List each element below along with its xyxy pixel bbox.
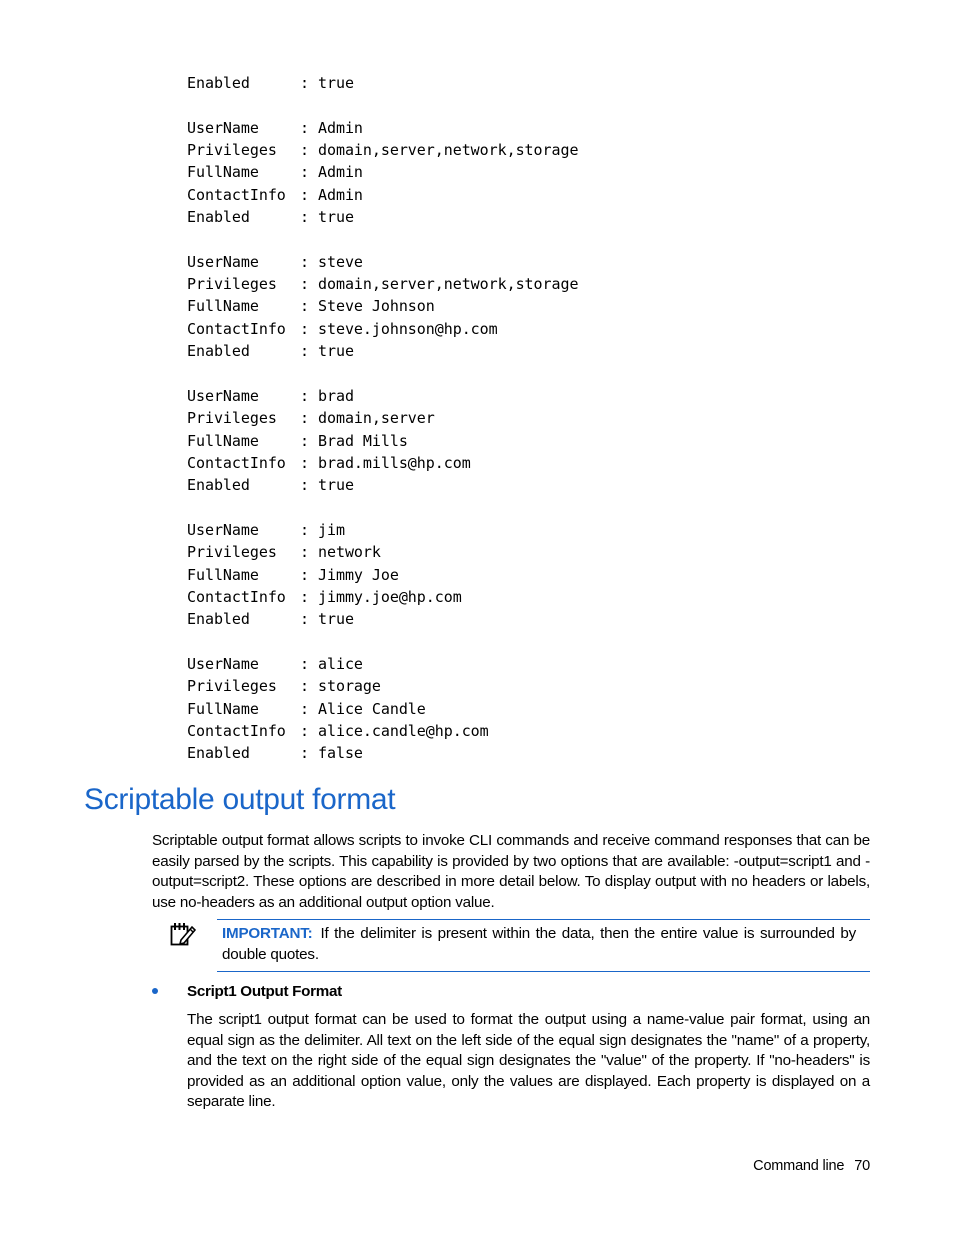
code-key: Privileges [187, 275, 277, 294]
code-value: jim [318, 520, 345, 539]
code-separator: : [300, 141, 309, 160]
code-line [187, 474, 578, 496]
code-line [187, 251, 578, 273]
code-value: Admin [318, 163, 363, 182]
code-separator: : [300, 74, 309, 92]
code-key: Enabled [187, 610, 250, 629]
code-separator: : [300, 476, 309, 495]
code-key: Enabled [187, 74, 250, 92]
code-key: Enabled [187, 476, 250, 495]
code-line [187, 407, 578, 429]
code-separator: : [300, 409, 309, 428]
important-icon [170, 922, 196, 946]
code-listing [187, 72, 578, 765]
code-blank-line [187, 228, 578, 250]
code-line [187, 452, 578, 474]
code-line [187, 564, 578, 586]
code-line [187, 430, 578, 452]
code-key: ContactInfo [187, 319, 286, 338]
code-key: Privileges [187, 677, 277, 696]
important-label: IMPORTANT: [222, 925, 313, 942]
code-separator: : [300, 163, 309, 182]
code-key: UserName [187, 386, 259, 405]
code-key: UserName [187, 654, 259, 673]
code-separator: : [300, 543, 309, 562]
code-value: brad [318, 386, 354, 405]
code-value: true [318, 74, 354, 92]
code-value: brad.mills@hp.com [318, 453, 471, 472]
bullet-title: Script1 Output Format [187, 983, 342, 1000]
code-value: Admin [318, 118, 363, 137]
code-key: FullName [187, 297, 259, 316]
code-line [187, 72, 578, 94]
code-key: FullName [187, 565, 259, 584]
code-key: UserName [187, 520, 259, 539]
code-key: Enabled [187, 208, 250, 227]
code-value: Brad Mills [318, 431, 408, 450]
code-key: FullName [187, 431, 259, 450]
code-value: Admin [318, 185, 363, 204]
code-line [187, 519, 578, 541]
code-value: Alice Candle [318, 699, 426, 718]
code-value: storage [318, 677, 381, 696]
section-title: Scriptable output format [84, 783, 396, 816]
code-separator: : [300, 252, 309, 271]
code-blank-line [187, 497, 578, 519]
bullet-marker [152, 984, 160, 992]
intro-paragraph: Scriptable output format allows scripts to invoke CLI commands and receive command responses that can be easily parsed by the scripts. This capability is provided by two options that are available: -output=script1 and -output=script2. These options are described in more detail below. To display output with no headers or labels, use no-headers as an additional output option value. [152, 832, 870, 911]
code-value: domain,server,network,storage [318, 275, 579, 294]
code-line [187, 206, 578, 228]
code-separator: : [300, 275, 309, 294]
code-line [187, 184, 578, 206]
code-separator: : [300, 386, 309, 405]
code-line [187, 698, 578, 720]
code-value: Steve Johnson [318, 297, 435, 316]
code-line [187, 318, 578, 340]
code-separator: : [300, 654, 309, 673]
code-key: Enabled [187, 744, 250, 763]
code-key: Enabled [187, 342, 250, 361]
code-value: domain,server [318, 409, 435, 428]
code-key: FullName [187, 163, 259, 182]
code-key: ContactInfo [187, 721, 286, 740]
code-value: false [318, 744, 363, 763]
code-separator: : [300, 744, 309, 763]
code-separator: : [300, 565, 309, 584]
code-key: FullName [187, 699, 259, 718]
code-key: Privileges [187, 409, 277, 428]
code-blank-line [187, 362, 578, 384]
code-separator: : [300, 587, 309, 606]
code-separator: : [300, 319, 309, 338]
code-blank-line [187, 631, 578, 653]
code-key: ContactInfo [187, 453, 286, 472]
code-separator: : [300, 699, 309, 718]
code-separator: : [300, 721, 309, 740]
code-key: UserName [187, 118, 259, 137]
code-line [187, 117, 578, 139]
code-line [187, 586, 578, 608]
code-value: steve.johnson@hp.com [318, 319, 498, 338]
code-line [187, 161, 578, 183]
code-value: steve [318, 252, 363, 271]
code-line [187, 608, 578, 630]
code-key: ContactInfo [187, 185, 286, 204]
code-value: jimmy.joe@hp.com [318, 587, 462, 606]
code-key: ContactInfo [187, 587, 286, 606]
code-value: Jimmy Joe [318, 565, 399, 584]
code-separator: : [300, 208, 309, 227]
code-separator: : [300, 453, 309, 472]
code-value: true [318, 342, 354, 361]
code-separator: : [300, 342, 309, 361]
code-line [187, 675, 578, 697]
footer-section: Command line [753, 1158, 845, 1174]
code-value: alice [318, 654, 363, 673]
code-line [187, 742, 578, 764]
code-line [187, 385, 578, 407]
code-separator: : [300, 677, 309, 696]
code-line [187, 653, 578, 675]
code-line [187, 720, 578, 742]
page-footer [753, 1158, 870, 1174]
code-value: alice.candle@hp.com [318, 721, 489, 740]
page-number: 70 [854, 1158, 870, 1174]
important-text: If the delimiter is present within the data, then the entire value is surrounded by double quotes. [222, 925, 856, 963]
code-line [187, 541, 578, 563]
code-separator: : [300, 185, 309, 204]
code-line [187, 295, 578, 317]
code-key: Privileges [187, 141, 277, 160]
code-key: UserName [187, 252, 259, 271]
code-separator: : [300, 431, 309, 450]
code-value: true [318, 476, 354, 495]
code-line [187, 340, 578, 362]
code-line [187, 273, 578, 295]
code-key: Privileges [187, 543, 277, 562]
code-line [187, 139, 578, 161]
code-value: network [318, 543, 381, 562]
code-value: true [318, 208, 354, 227]
code-separator: : [300, 520, 309, 539]
bullet-paragraph: The script1 output format can be used to format the output using a name-value pair format, using an equal sign as the delimiter. All text on the left side of the equal sign designates the "name" of a property, and the text on the right side of the equal sign designates the "value" of the property. If "no-headers" is provided as an additional option value, only the values are displayed. Each property is displayed on a separate line. [187, 1011, 870, 1110]
code-blank-line [187, 94, 578, 116]
code-separator: : [300, 610, 309, 629]
code-separator: : [300, 118, 309, 137]
code-separator: : [300, 297, 309, 316]
code-value: true [318, 610, 354, 629]
important-note [222, 924, 856, 965]
code-value: domain,server,network,storage [318, 141, 579, 160]
